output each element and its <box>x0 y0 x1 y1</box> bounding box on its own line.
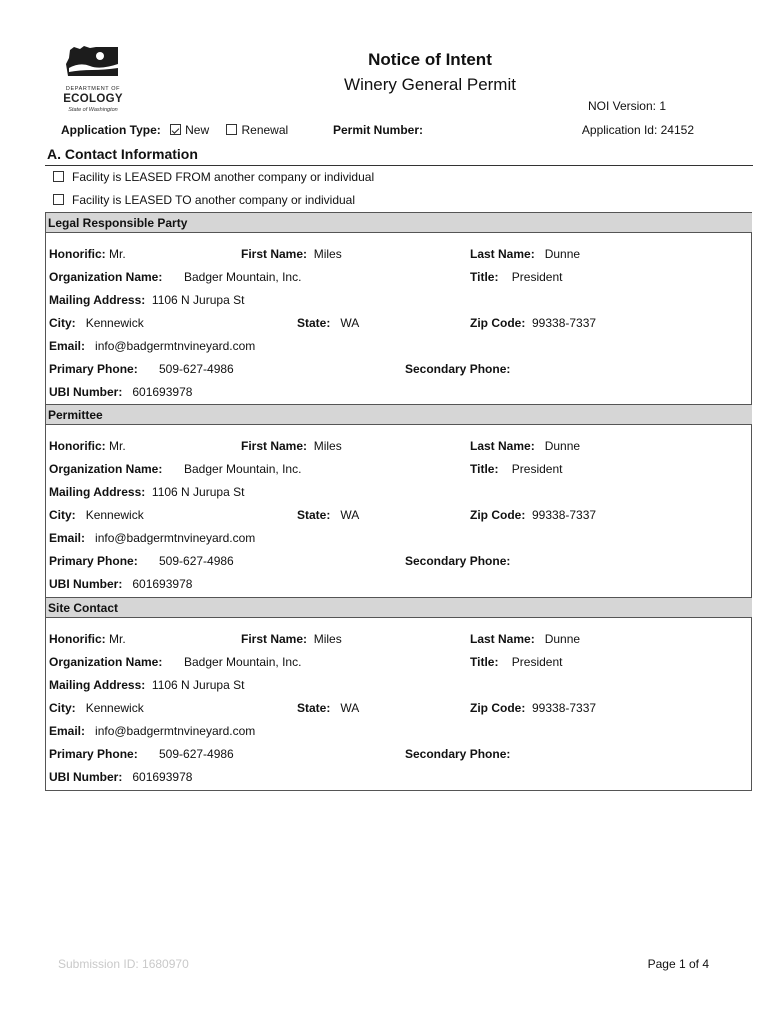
state-field <box>297 316 359 330</box>
mailing-field <box>49 678 244 692</box>
title-label: Title: <box>470 270 499 284</box>
honorific-value: Mr. <box>109 439 126 453</box>
ubi-value: 601693978 <box>132 577 193 591</box>
secondary-phone-label: Secondary Phone: <box>405 747 511 761</box>
mailing-field <box>49 293 244 307</box>
secondary-phone-label: Secondary Phone: <box>405 554 511 568</box>
organization-label: Organization Name: <box>49 462 163 476</box>
honorific-label: Honorific: <box>49 439 106 453</box>
title-label: Title: <box>470 655 499 669</box>
city-value: Kennewick <box>85 701 144 715</box>
leased-to-checkbox[interactable] <box>53 194 64 205</box>
state-value: WA <box>340 508 360 522</box>
section-divider <box>45 165 753 166</box>
logo-ecology-text: ECOLOGY <box>63 93 123 105</box>
mailing-label: Mailing Address: <box>49 293 146 307</box>
mailing-label: Mailing Address: <box>49 485 146 499</box>
contact-heading: Legal Responsible Party <box>46 212 752 233</box>
organization-value: Badger Mountain, Inc. <box>184 270 302 284</box>
application-type-row <box>61 123 288 137</box>
secondary-phone-field <box>405 362 510 376</box>
application-type-label: Application Type: <box>61 123 161 137</box>
submission-id: Submission ID: 1680970 <box>58 957 189 971</box>
email-label: Email: <box>49 339 86 353</box>
ubi-label: UBI Number: <box>49 385 123 399</box>
primary-phone-field <box>49 362 138 376</box>
email-field <box>49 724 255 738</box>
honorific-field <box>49 439 126 453</box>
zip-field <box>470 316 596 330</box>
title-value: President <box>511 462 563 476</box>
state-label: State: <box>297 701 331 715</box>
first-name-field <box>241 632 342 646</box>
state-label: State: <box>297 316 331 330</box>
zip-field <box>470 508 596 522</box>
secondary-phone-field <box>405 747 510 761</box>
email-label: Email: <box>49 724 86 738</box>
secondary-phone-label: Secondary Phone: <box>405 362 511 376</box>
leased-from-checkbox[interactable] <box>53 171 64 182</box>
state-value: WA <box>340 316 360 330</box>
first-name-label: First Name: <box>241 247 308 261</box>
zip-value: 99338-7337 <box>532 701 597 715</box>
state-field <box>297 701 359 715</box>
primary-phone-value: 509-627-4986 <box>159 747 234 761</box>
primary-phone-field <box>49 747 138 761</box>
last-name-field <box>470 439 580 453</box>
mailing-value: 1106 N Jurupa St <box>151 293 245 307</box>
logo-state-text: State of Washington <box>68 107 118 113</box>
organization-field <box>49 270 162 284</box>
organization-value: Badger Mountain, Inc. <box>184 462 302 476</box>
email-value: info@badgermtnvineyard.com <box>95 339 256 353</box>
first-name-value: Miles <box>313 439 342 453</box>
title-field <box>470 462 563 476</box>
state-field <box>297 508 359 522</box>
organization-value: Badger Mountain, Inc. <box>184 655 302 669</box>
ecology-logo <box>60 44 126 116</box>
organization-label: Organization Name: <box>49 655 163 669</box>
last-name-value: Dunne <box>544 247 581 261</box>
mailing-field <box>49 485 244 499</box>
state-value: WA <box>340 701 360 715</box>
page-number: Page 1 of 4 <box>647 957 709 971</box>
city-label: City: <box>49 508 76 522</box>
email-field <box>49 339 255 353</box>
zip-label: Zip Code: <box>470 701 526 715</box>
honorific-label: Honorific: <box>49 247 106 261</box>
last-name-label: Last Name: <box>470 247 535 261</box>
logo-department-text: DEPARTMENT OF <box>65 86 121 92</box>
last-name-value: Dunne <box>544 632 581 646</box>
email-value: info@badgermtnvineyard.com <box>95 531 256 545</box>
city-field <box>49 316 144 330</box>
organization-label: Organization Name: <box>49 270 163 284</box>
first-name-label: First Name: <box>241 439 308 453</box>
first-name-field <box>241 247 342 261</box>
renewal-option-label: Renewal <box>241 123 289 137</box>
mailing-value: 1106 N Jurupa St <box>151 678 245 692</box>
zip-value: 99338-7337 <box>532 316 597 330</box>
primary-phone-label: Primary Phone: <box>49 554 138 568</box>
honorific-value: Mr. <box>109 632 126 646</box>
application-id: Application Id: 24152 <box>581 123 694 137</box>
state-label: State: <box>297 508 331 522</box>
email-value: info@badgermtnvineyard.com <box>95 724 256 738</box>
honorific-value: Mr. <box>109 247 126 261</box>
city-value: Kennewick <box>85 508 144 522</box>
last-name-label: Last Name: <box>470 439 535 453</box>
title-field <box>470 655 563 669</box>
renewal-checkbox[interactable] <box>226 124 237 135</box>
ubi-field <box>49 577 192 591</box>
new-option-label: New <box>185 123 210 137</box>
zip-label: Zip Code: <box>470 316 526 330</box>
title-label: Title: <box>470 462 499 476</box>
email-label: Email: <box>49 531 86 545</box>
leased-from-row <box>53 170 374 184</box>
first-name-value: Miles <box>313 632 342 646</box>
last-name-field <box>470 632 580 646</box>
zip-label: Zip Code: <box>470 508 526 522</box>
primary-phone-label: Primary Phone: <box>49 362 138 376</box>
primary-phone-label: Primary Phone: <box>49 747 138 761</box>
honorific-label: Honorific: <box>49 632 106 646</box>
city-field <box>49 701 144 715</box>
title-value: President <box>511 655 563 669</box>
honorific-field <box>49 632 126 646</box>
email-field <box>49 531 255 545</box>
city-label: City: <box>49 316 76 330</box>
ubi-field <box>49 385 192 399</box>
primary-phone-value: 509-627-4986 <box>159 554 234 568</box>
title-field <box>470 270 563 284</box>
city-field <box>49 508 144 522</box>
ubi-value: 601693978 <box>132 385 193 399</box>
last-name-field <box>470 247 580 261</box>
organization-field <box>49 462 162 476</box>
mailing-label: Mailing Address: <box>49 678 146 692</box>
last-name-value: Dunne <box>544 439 581 453</box>
page-subtitle: Winery General Permit <box>344 75 516 94</box>
primary-phone-field <box>49 554 138 568</box>
page-title: Notice of Intent <box>368 50 492 69</box>
primary-phone-value: 509-627-4986 <box>159 362 234 376</box>
first-name-field <box>241 439 342 453</box>
permit-number-label: Permit Number: <box>333 123 424 137</box>
ubi-field <box>49 770 192 784</box>
title-value: President <box>511 270 563 284</box>
leased-from-label: Facility is LEASED FROM another company or individual <box>72 170 375 184</box>
first-name-label: First Name: <box>241 632 308 646</box>
ubi-label: UBI Number: <box>49 770 123 784</box>
leased-to-row <box>53 193 355 207</box>
mailing-value: 1106 N Jurupa St <box>151 485 245 499</box>
section-heading: A. Contact Information <box>47 146 198 162</box>
ubi-value: 601693978 <box>132 770 193 784</box>
city-label: City: <box>49 701 76 715</box>
last-name-label: Last Name: <box>470 632 535 646</box>
honorific-field <box>49 247 126 261</box>
ubi-label: UBI Number: <box>49 577 123 591</box>
contact-heading: Permittee <box>46 404 752 425</box>
new-checkbox[interactable] <box>170 124 181 135</box>
zip-field <box>470 701 596 715</box>
organization-field <box>49 655 162 669</box>
leased-to-label: Facility is LEASED TO another company or individual <box>72 193 356 207</box>
first-name-value: Miles <box>313 247 342 261</box>
noi-version: NOI Version: 1 <box>587 99 666 113</box>
zip-value: 99338-7337 <box>532 508 597 522</box>
secondary-phone-field <box>405 554 510 568</box>
city-value: Kennewick <box>85 316 144 330</box>
contact-heading: Site Contact <box>46 597 752 618</box>
